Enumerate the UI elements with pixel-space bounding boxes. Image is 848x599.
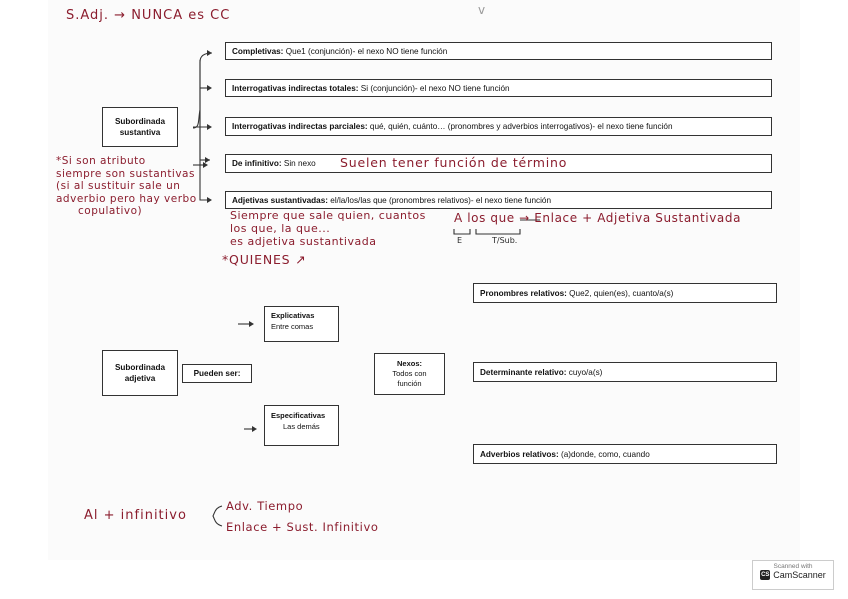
explicativas-title: Explicativas [271, 311, 315, 320]
handwritten-title: S.Adj. → NUNCA es CC [66, 8, 231, 23]
adjetivas-sustantivadas-text: el/la/los/las que (pronombres relativos)- el nexo tiene función [328, 195, 552, 205]
pueden-ser-label: Pueden ser: [193, 369, 241, 378]
infinitivo-text: Sin nexo [281, 159, 316, 168]
completivas-box [225, 42, 772, 60]
t-sub-label: T/Sub. [492, 236, 518, 245]
attribute-note-line: copulativo) [78, 205, 143, 217]
especificativas-box [264, 405, 339, 446]
e-label: E [457, 236, 463, 245]
adverbios-relativos-text: (a)donde, como, cuando [558, 449, 650, 459]
sustantiva-title-line1: Subordinada [114, 117, 166, 126]
nexos-line2: función [397, 379, 422, 388]
pronombres-relativos-text: Que2, quien(es), cuanto/a(s) [566, 288, 674, 298]
camscanner-brand: CamScanner [773, 570, 826, 580]
sustantiva-title-line2: sustantiva [119, 128, 161, 137]
adv-tiempo-note: Adv. Tiempo [226, 499, 304, 513]
attribute-note [56, 155, 197, 218]
completivas-text: Que1 (conjunción)- el nexo NO tiene función [283, 46, 448, 56]
interrogativas-parciales-box [225, 117, 772, 136]
determinante-relativo-label: Determinante relativo: [480, 367, 567, 377]
nexos-box [374, 353, 445, 395]
enlace-sust-note: Enlace + Sust. Infinitivo [226, 520, 379, 534]
determinante-relativo-box [473, 362, 777, 382]
completivas-label: Completivas: [232, 46, 284, 56]
a-los-que-note: A los que → Enlace + Adjetiva Sustantivada [454, 211, 742, 225]
attribute-note-line: siempre son sustantivas [56, 167, 195, 180]
adverbios-relativos-box [473, 444, 777, 464]
infinitivo-label: De infinitivo: [232, 159, 282, 168]
scanned-with-text: Scanned with [773, 563, 813, 570]
explicativas-text: Entre comas [271, 322, 314, 331]
subordinada-adjetiva-box [102, 350, 178, 396]
adverbios-relativos-label: Adverbios relativos: [480, 449, 559, 459]
camscanner-logo-icon: CS [761, 572, 770, 578]
especificativas-title: Especificativas [271, 411, 326, 420]
adjetiva-note-line: los que, la que... [230, 222, 331, 235]
quienes-note: *QUIENES ↗ [222, 252, 307, 267]
adjetivas-sustantivadas-label: Adjetivas sustantivadas: [232, 195, 329, 205]
interrogativas-totales-box [225, 79, 772, 97]
pueden-ser-box [182, 364, 252, 383]
camscanner-watermark [752, 560, 834, 590]
adjetiva-title-line1: Subordinada [114, 363, 166, 372]
adjetiva-note-line: es adjetiva sustantivada [230, 235, 377, 248]
pronombres-relativos-label: Pronombres relativos: [480, 288, 567, 298]
al-infinitivo-note: Al + infinitivo [84, 508, 187, 523]
explicativas-box [264, 306, 339, 342]
top-mark: v [478, 3, 486, 17]
adjetiva-title-line2: adjetiva [124, 374, 156, 383]
interrogativas-totales-label: Interrogativas indirectas totales: [232, 83, 359, 93]
determinante-relativo-text: cuyo/a(s) [566, 367, 603, 377]
nexos-line1: Todos con [392, 369, 427, 378]
subordinada-sustantiva-box [102, 107, 178, 147]
attribute-note-line: *Si son atributo [56, 155, 146, 167]
interrogativas-parciales-label: Interrogativas indirectas parciales: [232, 122, 368, 131]
adjetiva-sustantivada-note [230, 209, 426, 248]
interrogativas-parciales-text: qué, quién, cuánto… (pronombres y adverbios interrogativos)- el nexo tiene función [367, 122, 673, 131]
adjetivas-sustantivadas-box [225, 191, 772, 209]
attribute-note-line: adverbio pero hay verbo [56, 192, 197, 205]
pronombres-relativos-box [473, 283, 777, 303]
interrogativas-totales-text: Si (conjunción)- el nexo NO tiene función [358, 83, 510, 93]
nexos-title: Nexos: [396, 359, 422, 368]
infinitivo-handwritten-note: Suelen tener función de término [340, 155, 568, 170]
especificativas-text: Las demás [283, 422, 320, 431]
attribute-note-line: (si al sustituir sale un [56, 180, 181, 192]
adjetiva-note-line: Siempre que sale quien, cuantos [230, 209, 426, 222]
